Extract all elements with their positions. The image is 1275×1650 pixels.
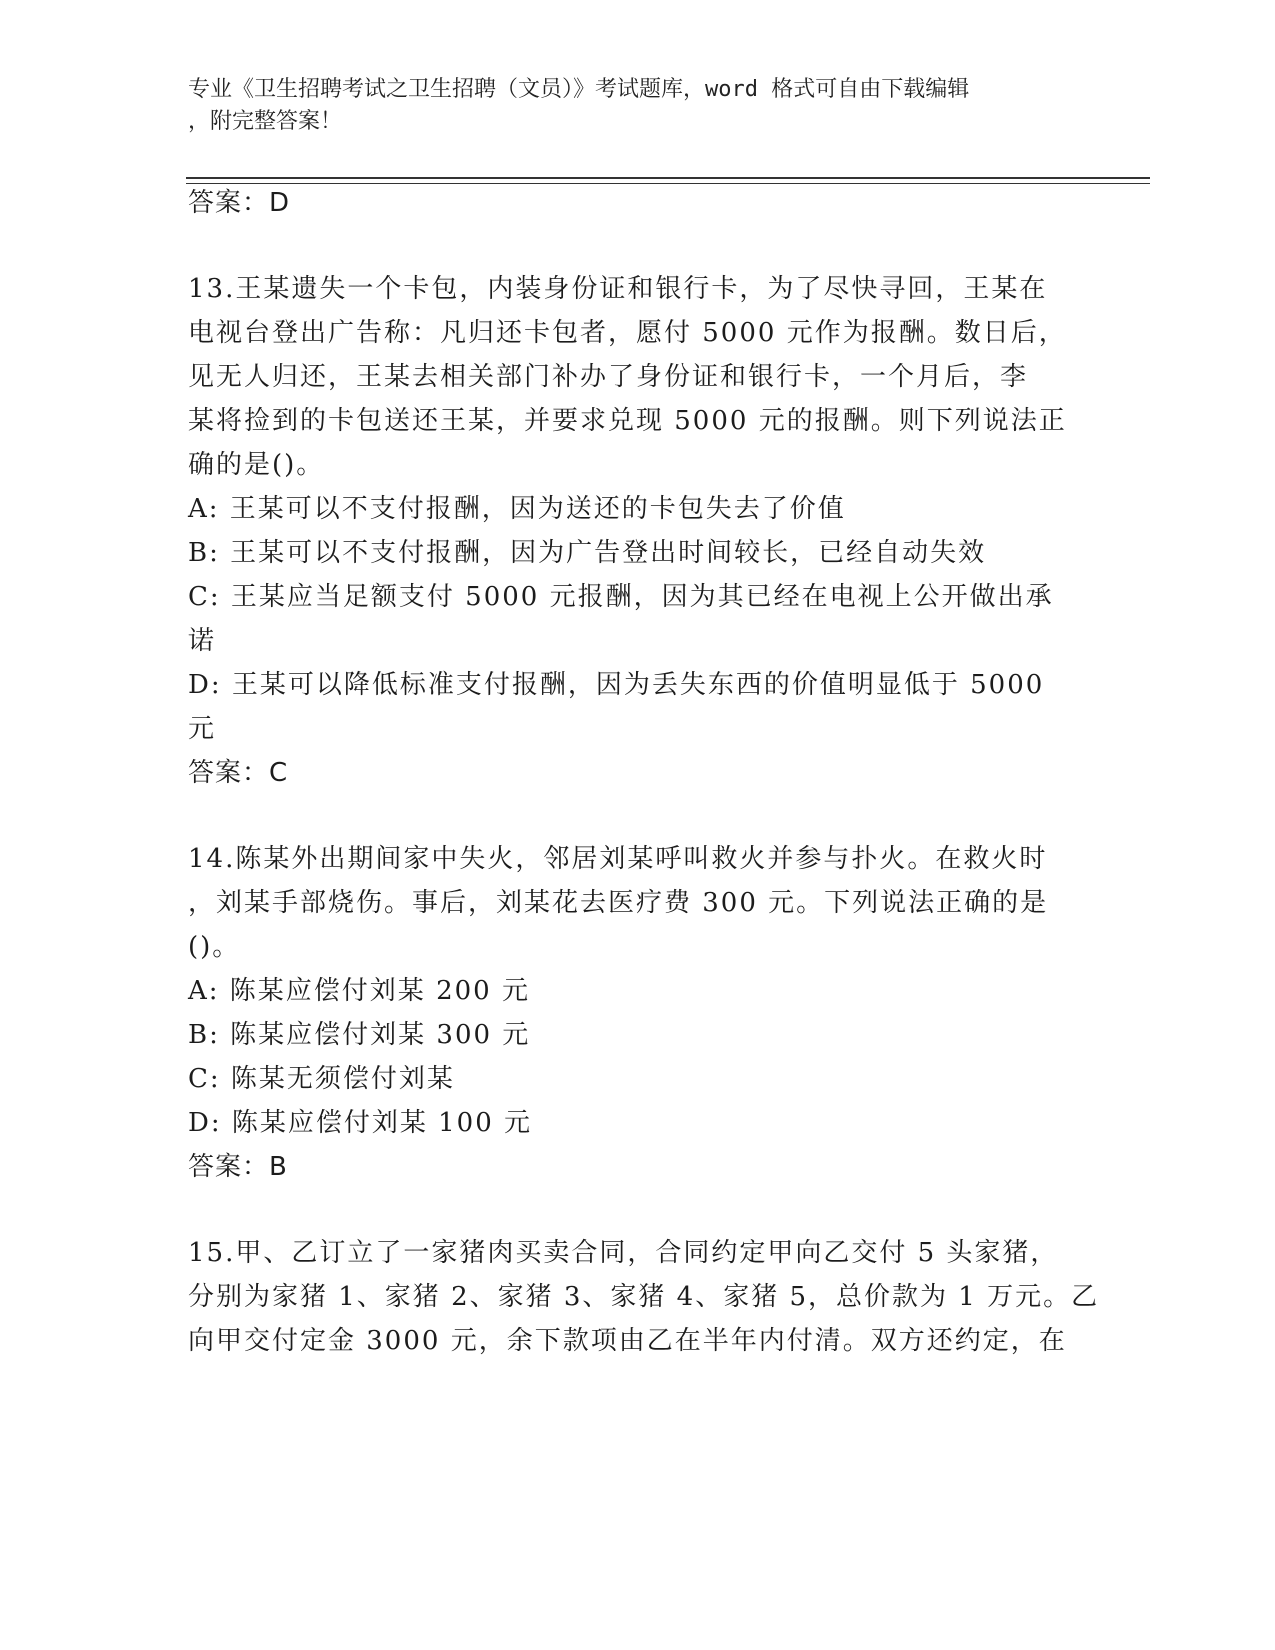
header-divider xyxy=(186,183,1150,184)
question-text-line: 见无人归还，王某去相关部门补办了身份证和银行卡，一个月后，李 xyxy=(188,362,1029,392)
option-line: 元 xyxy=(188,714,217,744)
question-text-line: ()。 xyxy=(188,932,241,962)
option-line: 诺 xyxy=(188,626,217,656)
question-text-line: 某将捡到的卡包送还王某，并要求兑现 5000 元的报酬。则下列说法正 xyxy=(188,406,1067,436)
question-text-line: 13.王某遗失一个卡包，内装身份证和银行卡，为了尽快寻回，王某在 xyxy=(188,274,1048,304)
option-line: B: 王某可以不支付报酬，因为广告登出时间较长，已经自动失效 xyxy=(188,538,987,568)
question-text-line: 14.陈某外出期间家中失火，邻居刘某呼叫救火并参与扑火。在救火时 xyxy=(188,844,1048,874)
option-line: D: 王某可以降低标准支付报酬，因为丢失东西的价值明显低于 5000 xyxy=(188,670,1045,700)
page-header xyxy=(188,74,1078,138)
option-line: A: 陈某应偿付刘某 200 元 xyxy=(188,976,530,1006)
question-text-line: 电视台登出广告称：凡归还卡包者，愿付 5000 元作为报酬。数日后， xyxy=(188,318,1067,348)
header-divider xyxy=(186,177,1150,179)
header-line: ，附完整答案！ xyxy=(188,109,343,134)
option-line: B: 陈某应偿付刘某 300 元 xyxy=(188,1020,531,1050)
option-line: D: 陈某应偿付刘某 100 元 xyxy=(188,1108,533,1138)
header-line: 专业《卫生招聘考试之卫生招聘（文员）》考试题库，word 格式可自由下载编辑 xyxy=(188,77,970,102)
question-text-line: 分别为家猪 1、家猪 2、家猪 3、家猪 4、家猪 5，总价款为 1 万元。乙 xyxy=(188,1282,1100,1312)
question-text-line: 向甲交付定金 3000 元，余下款项由乙在半年内付清。双方还约定，在 xyxy=(188,1326,1067,1356)
answer-line: 答案：D xyxy=(188,188,291,218)
question-text-line: 确的是()。 xyxy=(188,450,325,480)
question-text-line: 15.甲、乙订立了一家猪肉买卖合同，合同约定甲向乙交付 5 头家猪， xyxy=(188,1238,1059,1268)
option-line: C: 王某应当足额支付 5000 元报酬，因为其已经在电视上公开做出承 xyxy=(188,582,1054,612)
answer-line: 答案：B xyxy=(188,1152,288,1182)
answer-line: 答案：C xyxy=(188,758,289,788)
question-text-line: ，刘某手部烧伤。事后，刘某花去医疗费 300 元。下列说法正确的是 xyxy=(188,888,1049,918)
option-line: C: 陈某无须偿付刘某 xyxy=(188,1064,455,1094)
option-line: A: 王某可以不支付报酬，因为送还的卡包失去了价值 xyxy=(188,494,846,524)
